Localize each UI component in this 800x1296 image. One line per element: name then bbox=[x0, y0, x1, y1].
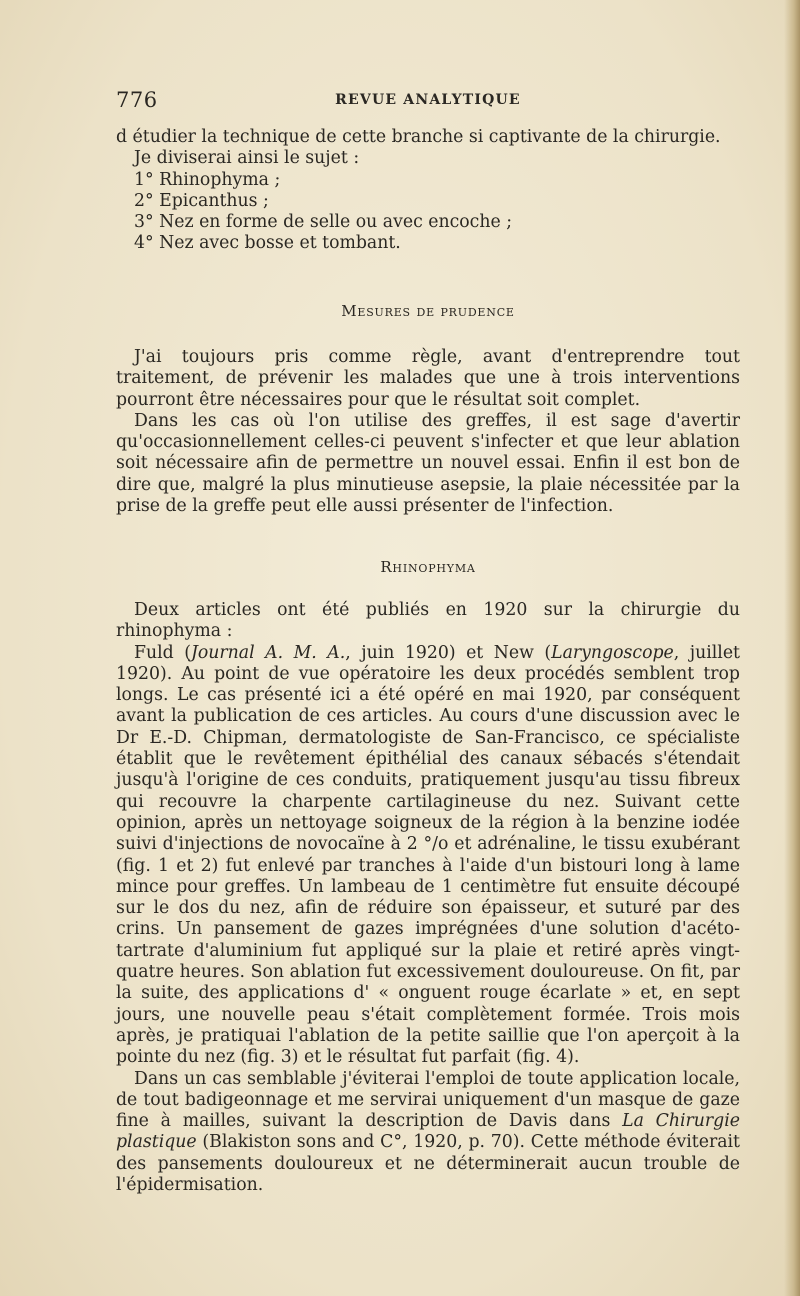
page-number: 776 bbox=[116, 88, 158, 112]
intro-division: Je diviserai ainsi le sujet : bbox=[134, 148, 360, 169]
rhinophyma-body bbox=[116, 600, 740, 1196]
list-item: 1° Rhinophyma ; bbox=[134, 169, 281, 190]
page-header bbox=[116, 88, 740, 116]
prudence-body bbox=[116, 347, 740, 517]
page-edge-shadow bbox=[784, 0, 800, 1296]
intro-lead: d étudier la technique de cette branche si captivante de la chirurgie. bbox=[116, 127, 721, 147]
running-head: REVUE ANALYTIQUE bbox=[335, 92, 521, 108]
section-title-rhinophyma: Rhinophyma bbox=[380, 558, 476, 576]
section-title-prudence: Mesures de prudence bbox=[341, 302, 515, 320]
paragraph: Dans les cas où l'on utilise des greffes, il est sage d'avertir qu'occasionnellement celles-ci peuvent s'infecter et que leur ablation soit nécessaire afin de permettre un nouvel essai. Enfin il est bon de dire que, malgré la plus minutieuse asepsie, la plaie nécessitée par la prise de la greffe peut elle aussi présenter de l'infection. bbox=[116, 410, 740, 517]
citation-journal: Laryngoscope bbox=[551, 642, 674, 663]
intro-block bbox=[116, 127, 740, 255]
citation-book: La Chirurgie plastique bbox=[116, 1111, 740, 1153]
list-item: 4° Nez avec bosse et tombant. bbox=[134, 233, 401, 254]
paragraph: Fuld (Journal A. M. A., juin 1920) et New (Laryngoscope, juillet 1920). Au point de vue opératoire les deux procédés semblent trop longs. Le cas présenté ici a été opéré en mai 1920, par conséquent avant la publication de ces articles. Au cours d'une discussion avec le Dr E.-D. Chipman, dermatologiste de San-Francisco, ce spécialiste établit que le revêtement épithélial des canaux sébacés s'étendait jusqu'à l'origine de ces conduits, pratiquement jusqu'au tissu fibreux qui recouvre la charpente cartilagineuse du nez. Suivant cette opinion, après un nettoyage soigneux de la région à la benzine iodée suivi d'injections de novocaïne à 2 °/o et adrénaline, le tissu exubérant (fig. 1 et 2) fut enlevé par tranches à l'aide d'un bistouri long à lame mince pour greffes. Un lambeau de 1 centimètre fut ensuite découpé sur le dos du nez, afin de réduire son épaisseur, et suturé par des crins. Un pansement de gazes imprégnées d'une solution d'acéto-tartrate d'aluminium fut appliqué sur la plaie et retiré après vingt-quatre heures. Son ablation fut excessivement douloureuse. On fit, par la suite, des applications d' « onguent rouge écarlate » et, en sept jours, une nouvelle peau s'était complètement formée. Trois mois après, je pratiquai l'ablation de la petite saillie que l'on aperçoit à la pointe du nez (fig. 3) et le résultat fut parfait (fig. 4). bbox=[116, 642, 740, 1068]
list-item: 2° Epicanthus ; bbox=[134, 190, 269, 211]
paragraph: Deux articles ont été publiés en 1920 sur la chirurgie du rhinophyma : bbox=[116, 600, 740, 642]
paragraph: Dans un cas semblable j'éviterai l'emploi de toute application locale, de tout badigeonnage et me servirai uniquement d'un masque de gaze fine à mailles, suivant la description de Davis dans La Chirurgie plastique (Blakiston sons and C°, 1920, p. 70). Cette méthode éviterait des pansements douloureux et ne déterminerait aucun trouble de l'épidermisation. bbox=[116, 1068, 740, 1196]
list-item: 3° Nez en forme de selle ou avec encoche ; bbox=[134, 212, 513, 233]
citation-journal: Journal A. M. A. bbox=[190, 642, 346, 663]
paragraph: J'ai toujours pris comme règle, avant d'entreprendre tout traitement, de prévenir les malades que une à trois interventions pourront être nécessaires pour que le résultat soit complet. bbox=[116, 347, 740, 410]
